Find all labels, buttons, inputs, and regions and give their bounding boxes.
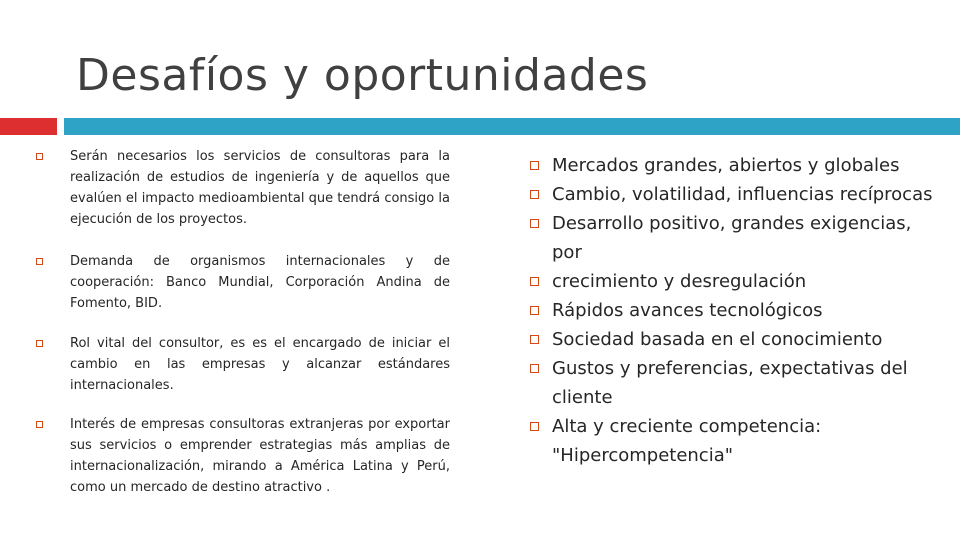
square-bullet-icon (36, 421, 43, 428)
square-bullet-icon (530, 161, 539, 170)
square-bullet-icon (36, 340, 43, 347)
list-item (530, 209, 940, 267)
list-item (530, 325, 940, 354)
list-item-text: Serán necesarios los servicios de consultoras para la realización de estudios de ingeniería y de aquellos que evalúen el impacto medioambiental que tendrá consigo la ejecución de los proyectos. (70, 149, 450, 227)
list-item (530, 151, 940, 180)
list-item-text: crecimiento y desregulación (552, 271, 807, 292)
square-bullet-icon (530, 364, 539, 373)
title-rule-red (0, 118, 57, 135)
list-item-text: Cambio, volatilidad, influencias recíprocas (552, 184, 933, 205)
list-item (530, 267, 940, 296)
square-bullet-icon (530, 306, 539, 315)
right-bullet-list (530, 151, 940, 470)
list-item-text: Demanda de organismos internacionales y de cooperación: Banco Mundial, Corporación Andina de Fomento, BID. (70, 254, 450, 311)
list-item (530, 296, 940, 325)
square-bullet-icon (530, 335, 539, 344)
square-bullet-icon (36, 258, 43, 265)
title-rule-teal (64, 118, 960, 135)
list-item (530, 412, 940, 470)
list-item (36, 251, 450, 314)
list-item (36, 414, 450, 498)
list-item (530, 180, 940, 209)
square-bullet-icon (530, 190, 539, 199)
list-item-text: Gustos y preferencias, expectativas del cliente (552, 358, 908, 408)
list-item (36, 333, 450, 396)
list-item (530, 354, 940, 412)
list-item (36, 146, 450, 230)
list-item-text: Interés de empresas consultoras extranjeras por exportar sus servicios o emprender estrategias más amplias de internacionalización, mirando a América Latina y Perú, como un mercado de destino atractivo . (70, 417, 450, 495)
list-item-text: Sociedad basada en el conocimiento (552, 329, 883, 350)
list-item-text: Rol vital del consultor, es es el encargado de iniciar el cambio en las empresas y alcanzar estándares internacionales. (70, 336, 450, 393)
left-bullet-list (36, 146, 450, 519)
list-item-text: Mercados grandes, abiertos y globales (552, 155, 900, 176)
list-item-text: Rápidos avances tecnológicos (552, 300, 823, 321)
list-item-text: Desarrollo positivo, grandes exigencias, por (552, 213, 912, 263)
square-bullet-icon (530, 219, 539, 228)
square-bullet-icon (530, 422, 539, 431)
square-bullet-icon (530, 277, 539, 286)
slide-title: Desafíos y oportunidades (76, 50, 649, 101)
list-item-text: Alta y creciente competencia: "Hipercompetencia" (552, 416, 822, 466)
square-bullet-icon (36, 153, 43, 160)
